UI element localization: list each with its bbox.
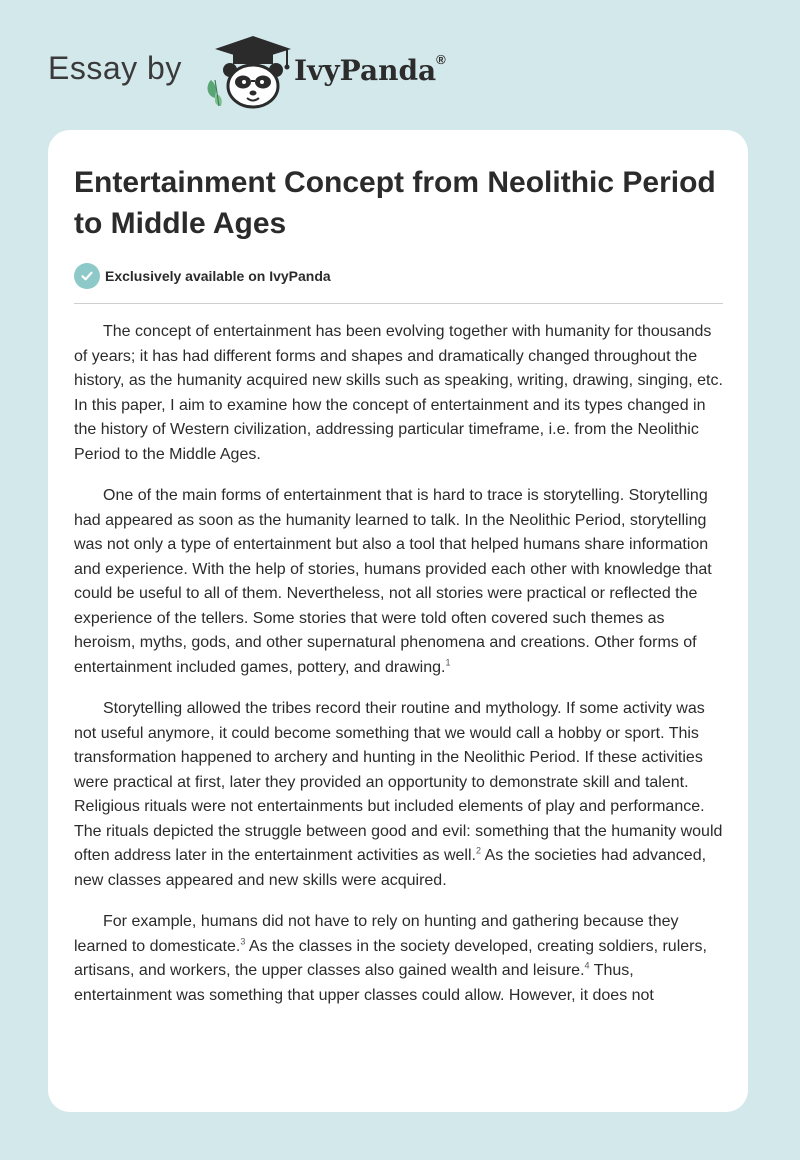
exclusive-badge-label: Exclusively available on IvyPanda bbox=[105, 268, 331, 284]
paragraph-4: For example, humans did not have to rely on hunting and gathering because they learned to domesticate.$^3$ As the classes in the society developed, creating soldiers, rulers, artisans, and workers, the upper classes also gained wealth and leisure.$^4$ Thus, entertainment was something that upper classes could allow. However, it does not bbox=[74, 913, 707, 1004]
footnote-ref[interactable]: 4 bbox=[584, 960, 590, 971]
essay-by-label: Essay by bbox=[48, 50, 182, 86]
registered-mark: ® bbox=[436, 52, 446, 67]
paragraph-2: One of the main forms of entertainment that is hard to trace is storytelling. Storytelling had appeared as soon as the humanity learned to talk. In the Neolithic Period, storytelling was not only a type of entertainment but also a tool that helped humans share information and experience. With the help of stories, humans provided each other with knowledge that could be useful to all of them. Nevertheless, not all stories were practical or reflected the experience of the tellers. Some stories that were told often covered such themes as heroism, myths, gods, and other supernatural phenomena and creations. Other forms of entertainment included games, pottery, and drawing.$^1$ bbox=[74, 487, 712, 676]
paragraph-3: Storytelling allowed the tribes record their routine and mythology. If some activity was not useful anymore, it could become something that we would call a hobby or sport. This transformation happened to archery and hunting in the Neolithic Period. If these activities were practical at first, later they provided an opportunity to demonstrate skill and talent. Religious rituals were not entertainments but included elements of play and performance. The rituals depicted the struggle between good and evil: something that the humanity would often address later in the entertainment activities as well.$^2$ As the societies had advanced, new classes appeared and new skills were acquired. bbox=[74, 700, 723, 889]
exclusive-badge bbox=[74, 263, 331, 289]
footnote-ref[interactable]: 1 bbox=[445, 657, 451, 668]
essay-title: Entertainment Concept from Neolithic Period to Middle Ages bbox=[74, 166, 716, 240]
essay-card bbox=[48, 130, 748, 1112]
panda-logo-icon[interactable] bbox=[203, 34, 299, 110]
site-header bbox=[48, 34, 468, 114]
check-circle-icon bbox=[74, 263, 100, 289]
divider bbox=[74, 303, 723, 304]
footnote-ref[interactable]: 3 bbox=[240, 936, 246, 947]
footnote-ref[interactable]: 2 bbox=[475, 845, 481, 856]
paragraph-1: The concept of entertainment has been evolving together with humanity for thousands of years; it has had different forms and shapes and dramatically changed throughout the history, as the humanity acquired new skills such as speaking, writing, drawing, singing, etc. In this paper, I aim to examine how the concept of entertainment and its types changed in the history of Western civilization, addressing particular timeframe, i.e. from the Neolithic Period to the Middle Ages. bbox=[74, 323, 723, 463]
essay-body bbox=[74, 320, 726, 1025]
brand-name[interactable]: IvyPanda® bbox=[294, 52, 446, 87]
